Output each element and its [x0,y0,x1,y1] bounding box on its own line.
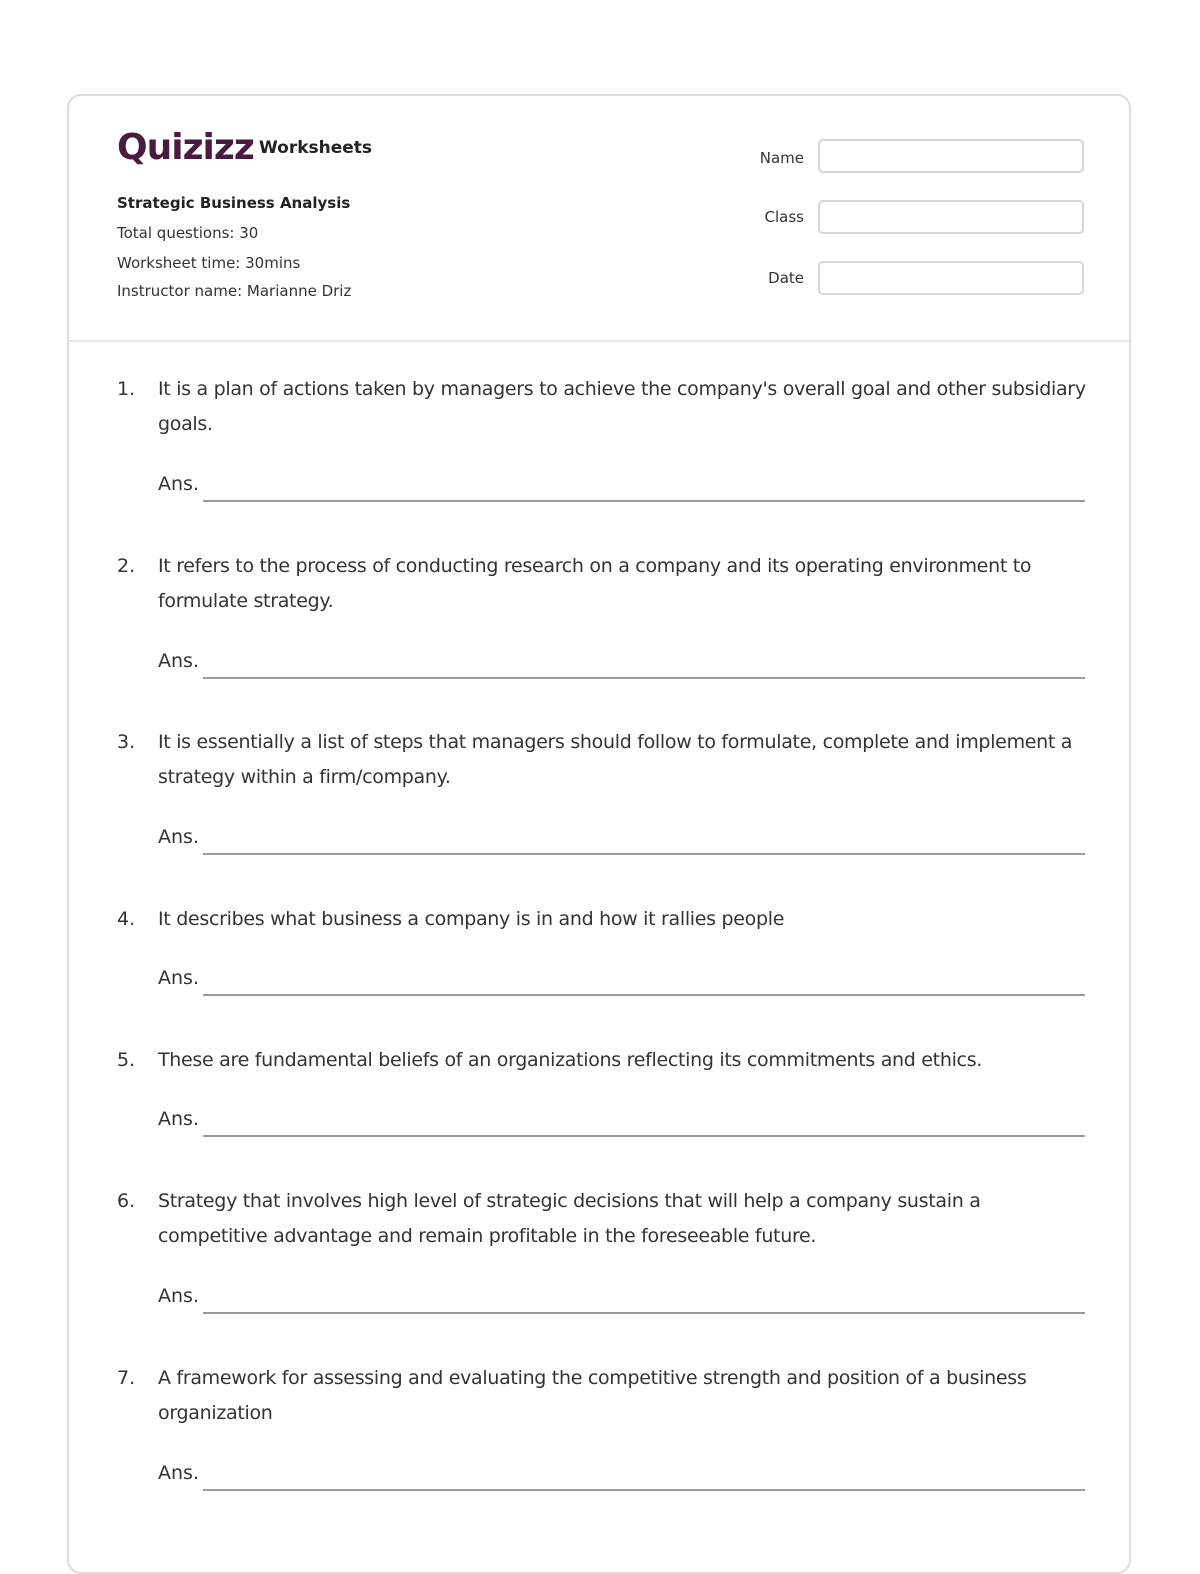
question-number: 4. [117,908,136,930]
total-questions: Total questions: 30 [117,224,259,242]
question-number: 5. [117,1049,136,1071]
question-number: 2. [117,555,136,577]
answer-label: Ans. [158,826,199,848]
quizizz-logo: Quizizz [117,127,254,168]
worksheet-header [69,96,1129,342]
name-field[interactable] [818,139,1084,173]
instructor-name: Instructor name: Marianne Driz [117,282,352,300]
answer-line[interactable] [203,853,1085,855]
date-field[interactable] [818,261,1084,295]
question-number: 7. [117,1367,136,1389]
question-text: It refers to the process of conducting research on a company and its operating environment to formulate strategy. [158,555,1032,612]
answer-label: Ans. [158,650,199,672]
answer-label: Ans. [158,473,199,495]
answer-line[interactable] [203,1135,1085,1137]
question-text: These are fundamental beliefs of an organizations reflecting its commitments and ethics. [158,1049,983,1071]
answer-line[interactable] [203,994,1085,996]
question-text: Strategy that involves high level of strategic decisions that will help a company sustain a competitive advantage and remain profitable in the foreseeable future. [158,1190,981,1247]
worksheet-title: Strategic Business Analysis [117,194,351,212]
question-text: It is essentially a list of steps that managers should follow to formulate, complete and implement a strategy within a firm/company. [158,731,1073,788]
class-field[interactable] [818,200,1084,234]
logo-subtitle: Worksheets [259,138,373,158]
answer-label: Ans. [158,1108,199,1130]
answer-label: Ans. [158,967,199,989]
date-label: Date [768,269,804,287]
question-text: A framework for assessing and evaluating the competitive strength and position of a business organization [158,1367,1027,1424]
question-text: It describes what business a company is in and how it rallies people [158,908,785,930]
name-label: Name [759,149,804,167]
worksheet-card [67,94,1131,1574]
answer-line[interactable] [203,1489,1085,1491]
question-number: 6. [117,1190,136,1212]
answer-label: Ans. [158,1285,199,1307]
answer-line[interactable] [203,500,1085,502]
answer-line[interactable] [203,1312,1085,1314]
question-number: 3. [117,731,136,753]
answer-line[interactable] [203,677,1085,679]
question-number: 1. [117,378,136,400]
answer-label: Ans. [158,1462,199,1484]
class-label: Class [764,208,804,226]
question-text: It is a plan of actions taken by managers to achieve the company's overall goal and other subsidiary goals. [158,378,1086,435]
worksheet-time: Worksheet time: 30mins [117,254,301,272]
